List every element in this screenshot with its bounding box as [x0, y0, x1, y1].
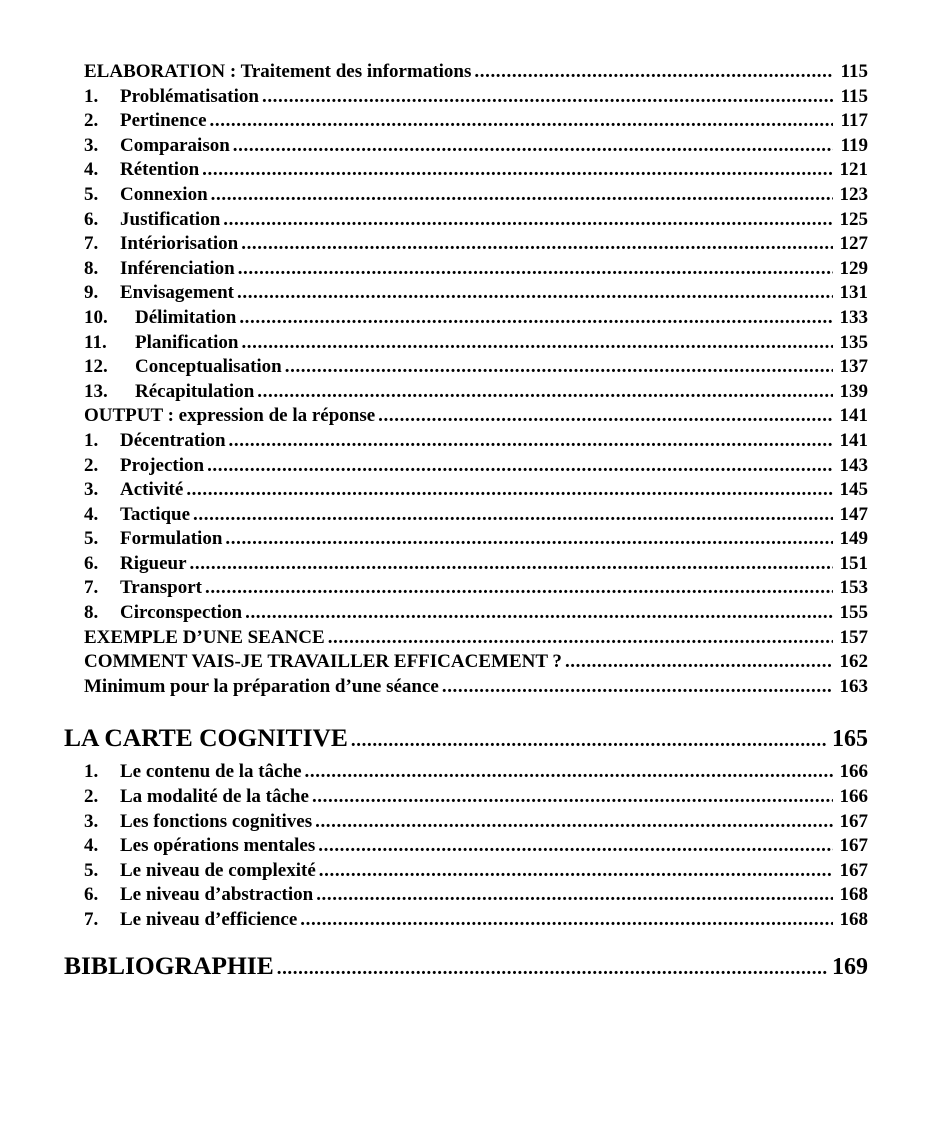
toc-entry-page: 167 [839, 835, 868, 857]
toc-dot-leader [233, 134, 833, 159]
toc-entry [84, 626, 868, 651]
toc-entry-number: 8. [84, 602, 99, 624]
toc-entry-page: 117 [840, 110, 868, 132]
toc-dot-leader [211, 183, 833, 208]
toc-entry-page: 139 [839, 380, 868, 402]
toc-entry-number: 7. [84, 909, 99, 930]
toc-entry-label: Transport [120, 577, 202, 599]
toc-entry [84, 404, 868, 429]
toc-entry-number: 4. [84, 503, 99, 525]
toc-entry-label: EXEMPLE D’UNE SEANCE [84, 626, 325, 648]
toc-dot-leader [378, 404, 833, 429]
toc-entry [84, 208, 868, 233]
toc-entry-label: Le niveau d’abstraction [120, 884, 314, 906]
toc-entry [84, 158, 868, 183]
toc-entry-label: Tactique [120, 503, 191, 525]
toc-entry-label: Le niveau de complexité [120, 859, 316, 881]
toc-entry-label: Le niveau d’efficience [120, 909, 298, 930]
toc-entry-label: Récapitulation [135, 380, 255, 402]
toc-entry [84, 257, 868, 282]
toc-dot-leader [565, 650, 833, 675]
toc-entry-page: 166 [839, 761, 868, 783]
toc-dot-leader [241, 331, 833, 356]
toc-entry [84, 883, 868, 908]
toc-dot-leader [315, 810, 833, 835]
toc-entry-number: 5. [84, 859, 99, 881]
toc-entry-number: 3. [84, 479, 99, 501]
toc-dot-leader [328, 626, 833, 651]
toc-entry-label: OUTPUT : expression de la réponse [84, 405, 376, 427]
toc-entry-label: Pertinence [120, 110, 207, 132]
toc-entry-page: 143 [839, 454, 868, 476]
toc-entry-label: Comparaison [120, 134, 230, 156]
toc-entry-label: COMMENT VAIS-JE TRAVAILLER EFFICACEMENT ? [84, 651, 562, 673]
toc-dot-leader [300, 908, 833, 933]
toc-entry [84, 232, 868, 257]
toc-dot-leader [245, 601, 833, 626]
toc-entry [84, 859, 868, 884]
toc-entry-page: 121 [839, 159, 868, 181]
toc-entry-label: Les opérations mentales [120, 835, 316, 857]
toc-entry-number: 8. [84, 257, 99, 279]
toc-entry [84, 355, 868, 380]
toc-entry-page: 157 [839, 626, 868, 648]
toc-entry-page: 131 [839, 282, 868, 304]
toc-entry-page: 127 [839, 233, 868, 255]
toc-entry-number: 3. [84, 134, 99, 156]
toc-entry-page: 133 [839, 306, 868, 328]
toc-entry-page: 147 [839, 503, 868, 525]
toc-entry [84, 281, 868, 306]
toc-entry-page: 153 [839, 577, 868, 599]
toc-entry-page: 167 [839, 859, 868, 881]
toc-entry-label: Problématisation [120, 85, 259, 107]
toc-entry [84, 109, 868, 134]
toc-dot-leader [474, 60, 833, 85]
toc-entry [64, 951, 868, 984]
toc-entry-label: LA CARTE COGNITIVE [64, 723, 348, 753]
toc-dot-leader [237, 281, 833, 306]
toc-entry-number: 2. [84, 454, 99, 476]
toc-entry-page: 155 [839, 602, 868, 624]
toc-entry-page: 115 [840, 85, 868, 107]
toc-entry-label: Planification [135, 331, 239, 353]
toc-entry [64, 723, 868, 756]
toc-dot-leader [277, 951, 827, 984]
toc-entry [84, 576, 868, 601]
toc-entry-page: 151 [839, 552, 868, 574]
toc-entry-number: 10. [84, 306, 108, 328]
toc-entry-label: BIBLIOGRAPHIE [64, 950, 274, 980]
toc-entry-number: 5. [84, 183, 99, 205]
toc-entry-label: Décentration [120, 429, 226, 451]
toc-entry-number: 2. [84, 786, 99, 808]
toc-dot-leader [351, 723, 827, 756]
toc-entry-label: Délimitation [135, 306, 237, 328]
toc-entry [84, 834, 868, 859]
toc-entry [84, 429, 868, 454]
toc-dot-leader [186, 478, 833, 503]
toc-entry [84, 650, 868, 675]
toc-entry-number: 6. [84, 208, 99, 230]
toc-entry [84, 85, 868, 110]
toc-entry-number: 7. [84, 233, 99, 255]
toc-entry-page: 166 [839, 786, 868, 808]
toc-entry-number: 1. [84, 761, 99, 783]
toc-entry-number: 5. [84, 528, 99, 550]
toc-entry-label: Connexion [120, 183, 208, 205]
toc-entry-page: 165 [832, 726, 868, 753]
toc-dot-leader [202, 158, 833, 183]
toc-dot-leader [225, 527, 833, 552]
toc-entry-label: Justification [120, 208, 221, 230]
toc-entry-number: 1. [84, 429, 99, 451]
toc-entry [84, 183, 868, 208]
toc-dot-leader [316, 883, 833, 908]
toc-entry-page: 137 [839, 356, 868, 378]
toc-entry-page: 125 [839, 208, 868, 230]
toc-entry-label: Minimum pour la préparation d’une séance [84, 675, 439, 697]
toc-entry-label: Formulation [120, 528, 223, 550]
toc-dot-leader [207, 454, 833, 479]
toc-dot-leader [239, 306, 833, 331]
toc-entry-label: Les fonctions cognitives [120, 810, 313, 832]
toc-entry-label: ELABORATION : Traitement des informations [84, 61, 472, 82]
toc-entry-label: Envisagement [120, 282, 234, 304]
toc-entry-number: 7. [84, 577, 99, 599]
toc-entry [84, 478, 868, 503]
toc-entry-number: 4. [84, 835, 99, 857]
toc-entry-number: 11. [84, 331, 107, 353]
toc-entry-label: Inférenciation [120, 257, 235, 279]
toc-entry-page: 167 [839, 810, 868, 832]
toc-entry-number: 6. [84, 884, 99, 906]
toc-entry-label: Rétention [120, 159, 200, 181]
toc-entry-page: 129 [839, 257, 868, 279]
toc-entry-page: 163 [839, 675, 868, 697]
toc-entry-number: 4. [84, 159, 99, 181]
table-of-contents [64, 60, 868, 984]
toc-entry-number: 6. [84, 552, 99, 574]
toc-entry-page: 123 [839, 183, 868, 205]
toc-entry [84, 134, 868, 159]
toc-entry-number: 1. [84, 85, 99, 107]
toc-entry [84, 601, 868, 626]
toc-dot-leader [193, 503, 833, 528]
toc-entry-page: 141 [839, 405, 868, 427]
toc-dot-leader [223, 208, 833, 233]
toc-entry [84, 810, 868, 835]
toc-entry-page: 119 [840, 134, 868, 156]
toc-entry-number: 13. [84, 380, 108, 402]
toc-entry [84, 552, 868, 577]
toc-entry [84, 454, 868, 479]
toc-dot-leader [210, 109, 833, 134]
toc-dot-leader [238, 257, 833, 282]
toc-entry-number: 12. [84, 356, 108, 378]
toc-entry [84, 675, 868, 700]
toc-entry [84, 60, 868, 85]
toc-entry-label: Rigueur [120, 552, 187, 574]
toc-entry-page: 168 [839, 909, 868, 930]
toc-dot-leader [285, 355, 833, 380]
toc-entry-page: 162 [839, 651, 868, 673]
toc-dot-leader [319, 859, 833, 884]
toc-entry-page: 141 [839, 429, 868, 451]
toc-dot-leader [257, 380, 833, 405]
toc-entry-label: Conceptualisation [135, 356, 282, 378]
toc-entry-label: La modalité de la tâche [120, 786, 309, 808]
toc-entry [84, 331, 868, 356]
toc-entry-number: 2. [84, 110, 99, 132]
toc-entry-label: Projection [120, 454, 205, 476]
toc-entry-label: Intériorisation [120, 233, 239, 255]
toc-entry [84, 908, 868, 933]
toc-entry [84, 785, 868, 810]
toc-dot-leader [241, 232, 833, 257]
toc-entry-page: 168 [839, 884, 868, 906]
toc-entry [84, 306, 868, 331]
toc-entry-label: Circonspection [120, 602, 243, 624]
toc-entry-number: 9. [84, 282, 99, 304]
toc-entry-page: 135 [839, 331, 868, 353]
toc-entry-label: Le contenu de la tâche [120, 761, 302, 783]
toc-entry [84, 760, 868, 785]
toc-dot-leader [318, 834, 833, 859]
toc-dot-leader [305, 760, 833, 785]
toc-dot-leader [205, 576, 833, 601]
toc-entry-page: 145 [839, 479, 868, 501]
toc-entry [84, 380, 868, 405]
toc-entry-page: 149 [839, 528, 868, 550]
toc-entry [84, 527, 868, 552]
toc-dot-leader [229, 429, 833, 454]
toc-dot-leader [190, 552, 834, 577]
toc-dot-leader [262, 85, 833, 110]
toc-entry-page: 115 [840, 61, 868, 82]
toc-dot-leader [312, 785, 833, 810]
toc-entry-page: 169 [832, 953, 868, 980]
toc-entry-number: 3. [84, 810, 99, 832]
toc-entry-label: Activité [120, 479, 184, 501]
toc-dot-leader [442, 675, 833, 700]
toc-entry [84, 503, 868, 528]
